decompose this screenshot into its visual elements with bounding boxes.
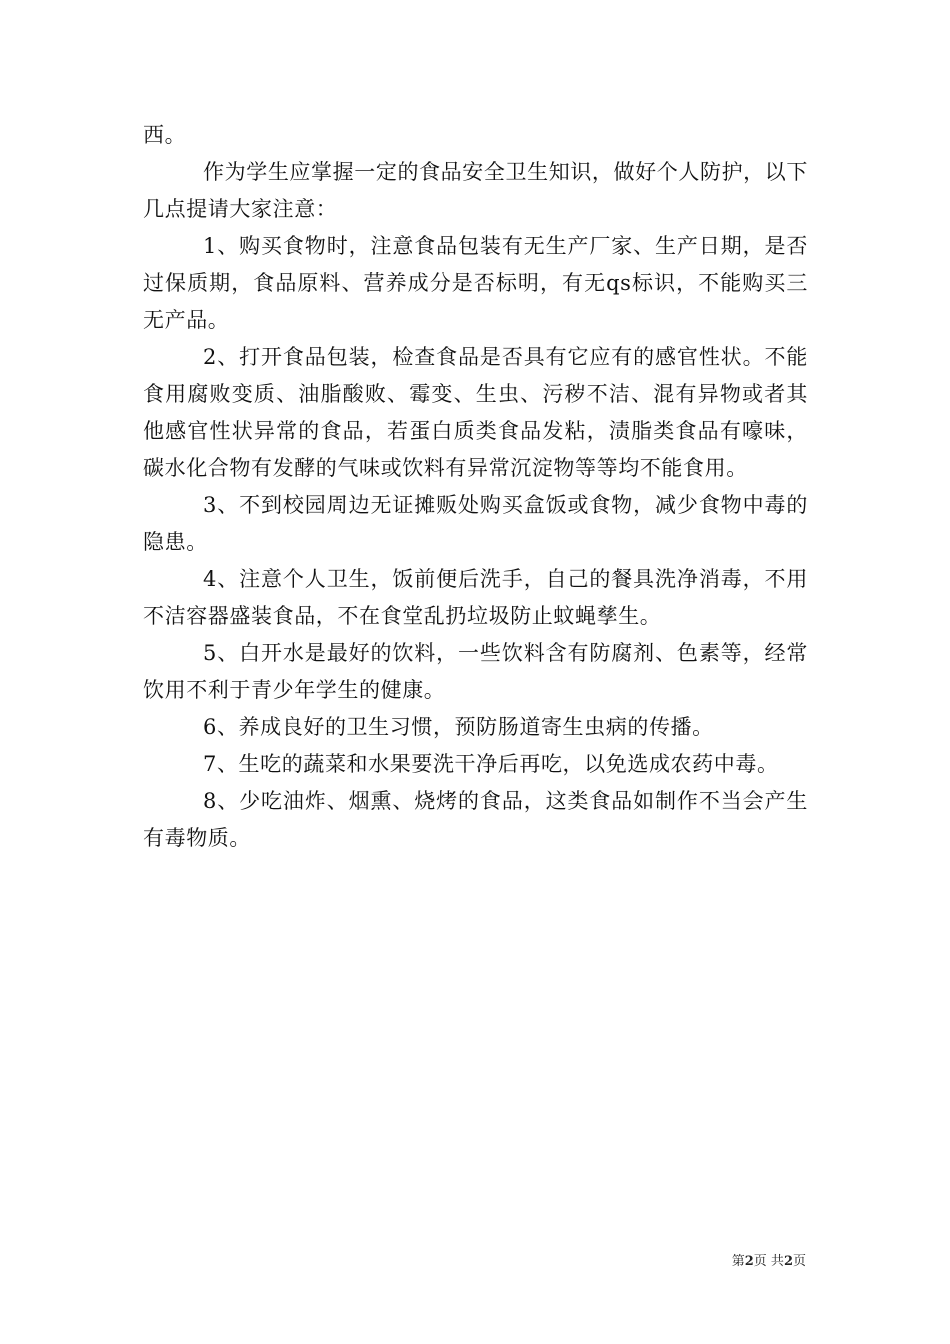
paragraph-item-8: 8、少吃油炸、烟熏、烧烤的食品，这类食品如制作不当会产生有毒物质。: [143, 789, 808, 850]
paragraph-item-4: 4、注意个人卫生，饭前便后洗手，自己的餐具洗净消毒，不用不洁容器盛装食品，不在食堂乱扔垃圾防止蚊蝇孳生。: [143, 567, 808, 628]
page-footer: [0, 1250, 950, 1269]
paragraph-continuation: 西。: [143, 123, 187, 147]
footer-suffix: 页: [792, 1254, 806, 1269]
paragraph-item-1: 1、购买食物时，注意食品包装有无生产厂家、生产日期，是否过保质期，食品原料、营养成分是否标明，有无qs标识，不能购买三无产品。: [143, 234, 808, 332]
paragraph-intro: 作为学生应掌握一定的食品安全卫生知识，做好个人防护，以下几点提请大家注意：: [143, 160, 808, 221]
footer-page-number: 2: [744, 1254, 754, 1269]
document-body: [143, 117, 808, 857]
footer-middle: 页 共: [753, 1254, 784, 1269]
paragraph-item-2: 2、打开食品包装，检查食品是否具有它应有的感官性状。不能食用腐败变质、油脂酸败、霉变、生虫、污秽不洁、混有异物或者其他感官性状异常的食品，若蛋白质类食品发粘，渍脂类食品有嚎味，碳水化合物有发酵的气味或饮料有异常沉淀物等等均不能食用。: [143, 345, 808, 480]
paragraph-item-3: 3、不到校园周边无证摊贩处购买盒饭或食物，减少食物中毒的隐患。: [143, 493, 808, 554]
footer-total-pages: 2: [783, 1254, 793, 1269]
paragraph-item-5: 5、白开水是最好的饮料，一些饮料含有防腐剂、色素等，经常饮用不利于青少年学生的健康。: [143, 641, 808, 702]
paragraph-item-7: 7、生吃的蔬菜和水果要洗干净后再吃，以免选成农药中毒。: [203, 752, 779, 776]
footer-prefix: 第: [731, 1254, 745, 1269]
paragraph-item-6: 6、养成良好的卫生习惯，预防肠道寄生虫病的传播。: [203, 715, 714, 739]
